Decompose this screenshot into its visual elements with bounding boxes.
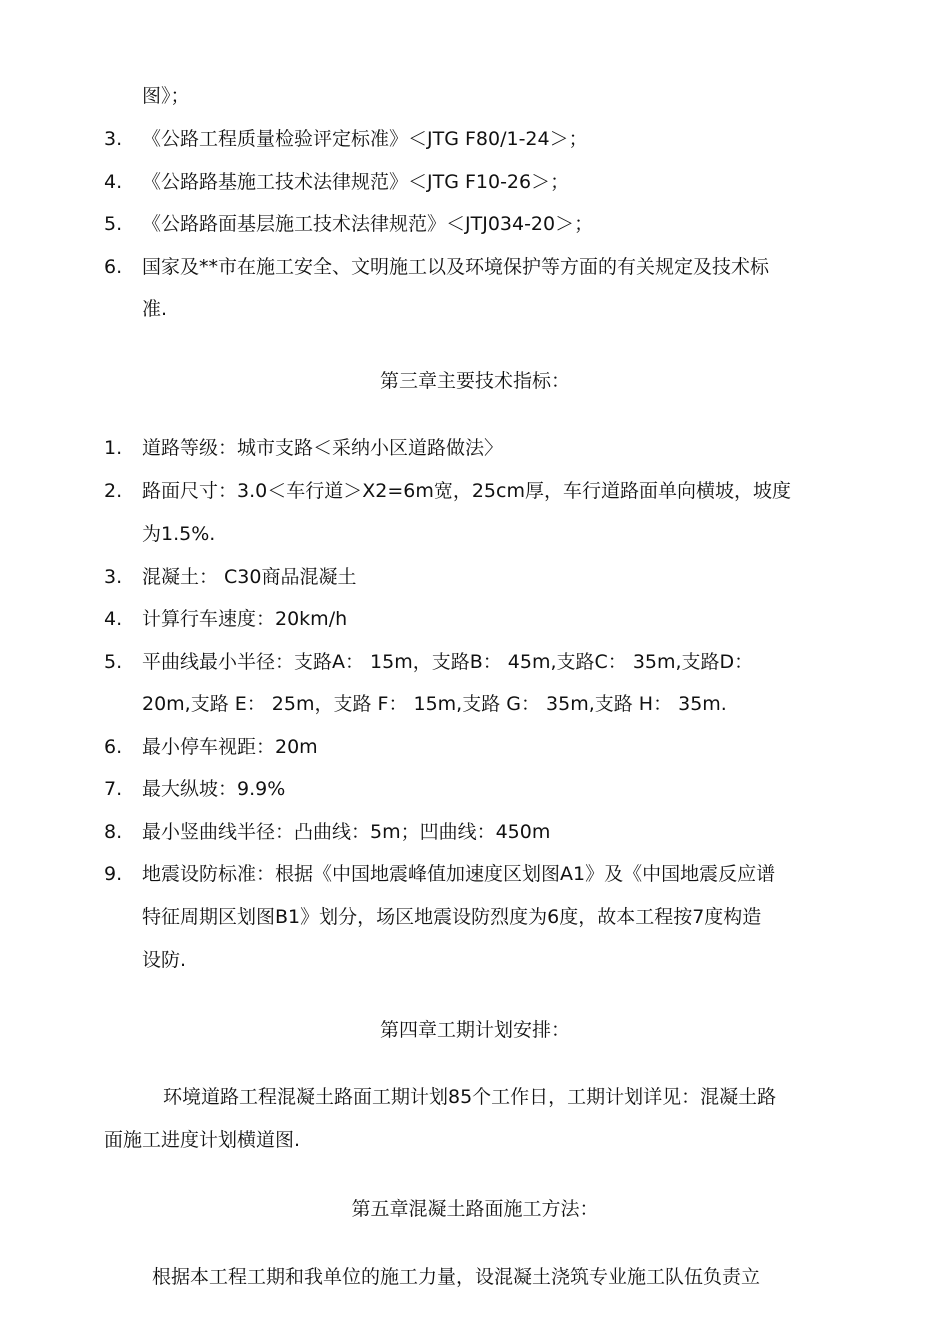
list-item-number: 1. [104,437,123,459]
list-item-number: 6. [104,736,123,758]
list-item-text: 平曲线最小半径：支路A： 15m，支路B： 45m,支路C： 35m,支路D： [142,651,754,673]
list-item-text: 地震设防标准：根据《中国地震峰值加速度区划图A1》及《中国地震反应谱 [142,863,776,885]
list-item-number: 3. [104,128,123,150]
list-item-number: 7. [104,778,123,800]
chapter-4-heading: 第四章工期计划安排： [379,1019,570,1041]
list-item-text: 为1.5%. [142,523,216,545]
list-item-text: 最小停车视距：20m [142,736,318,758]
list-item-number: 5. [104,651,123,673]
list-item-text: 准. [142,298,168,320]
list-item-text: 《公路工程质量检验评定标准》＜JTG F80/1-24＞； [142,128,588,150]
list-item-number: 4. [104,608,123,630]
list-item-text: 《公路路基施工技术法律规范》＜JTG F10-26＞； [142,171,570,193]
chapter-4-paragraph-line-1: 环境道路工程混凝土路面工期计划85个工作日，工期计划详见：混凝土路 [163,1086,777,1108]
list-item-text: 国家及**市在施工安全、文明施工以及环境保护等方面的有关规定及技术标 [142,256,770,278]
list-item-text: 图》； [142,85,190,107]
list-item-number: 6. [104,256,123,278]
list-item-number: 3. [104,566,123,588]
list-item-text: 设防. [142,949,187,971]
list-item-number: 8. [104,821,123,843]
chapter-5-heading: 第五章混凝土路面施工方法： [351,1198,599,1220]
list-item-text: 混凝土： C30商品混凝土 [142,566,357,588]
list-item-text: 计算行车速度：20km/h [142,608,348,630]
list-item-text: 最小竖曲线半径：凸曲线：5m；凹曲线：450m [142,821,551,843]
list-item-text: 20m,支路 E： 25m，支路 F： 15m,支路 G： 35m,支路 H： 35m. [142,693,727,715]
list-item-text: 路面尺寸：3.0＜车行道＞X2=6m宽，25cm厚，车行道路面单向横坡，坡度 [142,480,791,502]
list-item-number: 9. [104,863,123,885]
list-item-number: 5. [104,213,123,235]
list-item-text: 道路等级：城市支路＜采纳小区道路做法〉 [142,437,504,459]
chapter-4-paragraph-line-2: 面施工进度计划横道图. [104,1129,301,1151]
list-item-text: 最大纵坡：9.9% [142,778,286,800]
chapter-3-heading: 第三章主要技术指标： [379,370,570,392]
list-item-text: 特征周期区划图B1》划分，场区地震设防烈度为6度，故本工程按7度构造 [142,906,762,928]
list-item-number: 4. [104,171,123,193]
chapter-5-paragraph-line-1: 根据本工程工期和我单位的施工力量，设混凝土浇筑专业施工队伍负责立 [152,1266,761,1288]
list-item-text: 《公路路面基层施工技术法律规范》＜JTJ034-20＞； [142,213,594,235]
list-item-number: 2. [104,480,123,502]
